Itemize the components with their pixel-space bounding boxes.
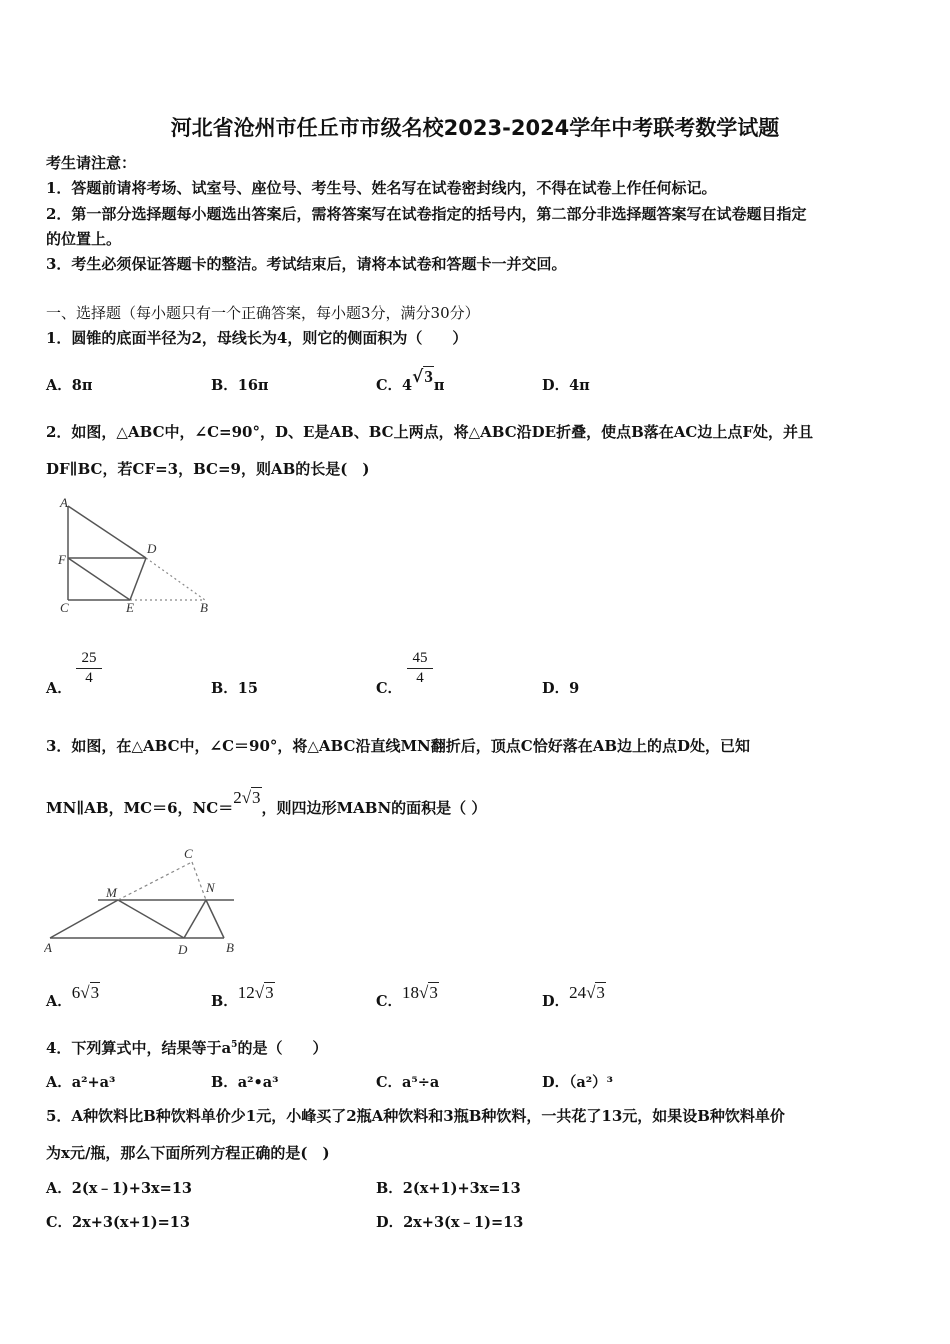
q3-option-d-radicand: 3 bbox=[596, 983, 605, 1002]
q1-option-a[interactable]: A．8π bbox=[46, 377, 93, 394]
q1-option-c-radicand: 3 bbox=[424, 367, 433, 386]
q3-stem-radicand: 3 bbox=[252, 788, 261, 807]
fig2-label-a: A bbox=[60, 495, 68, 510]
fig2-label-b: B bbox=[200, 600, 208, 615]
page-title: 河北省沧州市任丘市市级名校2023-2024学年中考联考数学试题 bbox=[170, 116, 780, 140]
fig2-label-e: E bbox=[126, 600, 134, 615]
q4-option-c[interactable]: C．a⁵÷a bbox=[376, 1074, 440, 1091]
q4-option-a[interactable]: A．a²+a³ bbox=[46, 1074, 116, 1091]
q1-option-c[interactable]: C．4√3π bbox=[376, 367, 445, 394]
q2-option-c-numerator: 45 bbox=[412, 650, 428, 666]
q3-option-d[interactable]: D．24√3 bbox=[542, 983, 605, 1010]
question-5-stem-line-1: 5．A种饮料比B种饮料单价少1元，小峰买了2瓶A种饮料和3瓶B种饮料，一共花了13元，如果设B种饮料单价 bbox=[46, 1107, 785, 1125]
fig3-label-n: N bbox=[206, 880, 215, 895]
fig3-label-m: M bbox=[106, 885, 117, 900]
q3-option-a-label: A． bbox=[46, 993, 72, 1010]
fig2-side-db-dotted bbox=[146, 558, 205, 600]
q2-option-d[interactable]: D．9 bbox=[542, 680, 580, 697]
q5-option-a[interactable]: A．2(x﹣1)+3x=13 bbox=[46, 1180, 193, 1197]
q3-option-c-radicand: 3 bbox=[429, 983, 438, 1002]
question-3-stem-line-1: 3．如图，在△ABC中，∠C＝90°，将△ABC沿直线MN翻折后，顶点C恰好落在AB边上的点D处，已知 bbox=[46, 737, 751, 755]
q2-option-c-label[interactable]: C． bbox=[376, 680, 403, 697]
q3-option-b-radicand: 3 bbox=[265, 983, 274, 1002]
q3-option-a-coef: 6 bbox=[71, 983, 81, 1002]
q3-option-b-coef: 12 bbox=[237, 983, 255, 1002]
q4-option-b[interactable]: B．a²•a³ bbox=[211, 1074, 279, 1091]
question-1-stem: 1．圆锥的底面半径为2，母线长为4，则它的侧面积为（ ） bbox=[46, 329, 468, 347]
fig3-fold-mc bbox=[118, 862, 192, 900]
q3-option-b-label: B． bbox=[211, 993, 238, 1010]
q2-option-a-numerator: 25 bbox=[81, 650, 97, 666]
q2-option-a-fraction bbox=[76, 650, 102, 687]
notice-heading: 考生请注意： bbox=[46, 154, 137, 172]
fig2-label-c: C bbox=[60, 600, 69, 615]
fig2-label-d: D bbox=[147, 541, 157, 556]
fig3-label-a: A bbox=[44, 940, 52, 955]
q4-stem-exponent: 5 bbox=[231, 1040, 238, 1050]
q3-option-a[interactable]: A．6√3 bbox=[46, 983, 100, 1010]
fig2-segment-de bbox=[130, 558, 146, 600]
fig3-side-nb bbox=[206, 900, 224, 938]
question-2-stem-line-2: DF∥BC，若CF=3，BC=9，则AB的长是( ) bbox=[46, 460, 370, 478]
q1-option-c-label: C．4 bbox=[376, 377, 413, 394]
q3-option-d-label: D． bbox=[542, 993, 570, 1010]
question-2-stem-line-1: 2．如图，△ABC中，∠C=90°，D、E是AB、BC上两点，将△ABC沿DE折叠，使点B落在AC边上点F处，并且 bbox=[46, 423, 814, 441]
q4-stem-part-a: 4．下列算式中，结果等于a bbox=[46, 1039, 232, 1057]
q3-option-d-coef: 24 bbox=[569, 983, 587, 1002]
fig3-label-b: B bbox=[226, 940, 234, 955]
fig3-fold-cn bbox=[192, 862, 206, 900]
fig2-label-f: F bbox=[58, 552, 66, 567]
q2-option-c-denominator: 4 bbox=[416, 670, 424, 686]
question-3-stem-line-2: MN∥AB，MC＝6，NC＝2√3，则四边形MABN的面积是（ ） bbox=[46, 788, 487, 817]
q2-figure bbox=[50, 492, 220, 617]
q2-option-b[interactable]: B．15 bbox=[211, 680, 258, 697]
q3-option-c-label: C． bbox=[376, 993, 403, 1010]
q2-option-c-fraction bbox=[407, 650, 433, 687]
fig3-segment-md bbox=[118, 900, 184, 938]
q4-stem-part-b: 的是（ ） bbox=[237, 1039, 328, 1057]
notice-line-2b: 的位置上。 bbox=[46, 230, 122, 248]
notice-line-3: 3．考生必须保证答题卡的整洁。考试结束后，请将本试卷和答题卡一并交回。 bbox=[46, 255, 567, 273]
q3-option-a-radicand: 3 bbox=[90, 983, 100, 1002]
question-5-stem-line-2: 为x元/瓶，那么下面所列方程正确的是( ) bbox=[46, 1144, 330, 1162]
notice-line-2a: 2．第一部分选择题每小题选出答案后，需将答案写在试卷指定的括号内，第二部分非选择题答案写在试卷题目指定 bbox=[46, 205, 807, 223]
fig3-label-c: C bbox=[184, 846, 193, 861]
fig2-segment-fe bbox=[68, 558, 130, 600]
q3-stem-part-a: MN∥AB，MC＝6，NC＝ bbox=[46, 799, 234, 817]
q3-option-c[interactable]: C．18√3 bbox=[376, 983, 438, 1010]
notice-line-1: 1．答题前请将考场、试室号、座位号、考生号、姓名写在试卷密封线内，不得在试卷上作任何标记。 bbox=[46, 179, 717, 197]
q1-option-d[interactable]: D．4π bbox=[542, 377, 590, 394]
q3-stem-coef: 2 bbox=[233, 788, 242, 807]
q5-option-c[interactable]: C．2x+3(x+1)=13 bbox=[46, 1214, 190, 1231]
fig3-label-d: D bbox=[178, 942, 188, 957]
q2-option-a-label[interactable]: A． bbox=[46, 680, 72, 697]
q5-option-d[interactable]: D．2x+3(x﹣1)=13 bbox=[376, 1214, 524, 1231]
fig2-side-ad bbox=[68, 506, 146, 558]
q3-figure bbox=[44, 842, 244, 960]
q4-option-d[interactable]: D．（a²）³ bbox=[542, 1074, 613, 1091]
q1-option-b[interactable]: B．16π bbox=[211, 377, 269, 394]
q5-option-b[interactable]: B．2(x+1)+3x=13 bbox=[376, 1180, 521, 1197]
section-heading: 一、选择题（每小题只有一个正确答案，每小题3分，满分30分） bbox=[46, 304, 480, 322]
fig3-side-am bbox=[50, 900, 118, 938]
q1-option-c-tail: π bbox=[433, 377, 445, 394]
q3-option-c-coef: 18 bbox=[402, 983, 420, 1002]
q3-option-b[interactable]: B．12√3 bbox=[211, 983, 274, 1010]
fig3-segment-dn bbox=[184, 900, 206, 938]
q3-stem-part-b: ，则四边形MABN的面积是（ ） bbox=[261, 799, 487, 817]
q2-option-a-denominator: 4 bbox=[85, 670, 93, 686]
question-4-stem bbox=[46, 1037, 327, 1058]
